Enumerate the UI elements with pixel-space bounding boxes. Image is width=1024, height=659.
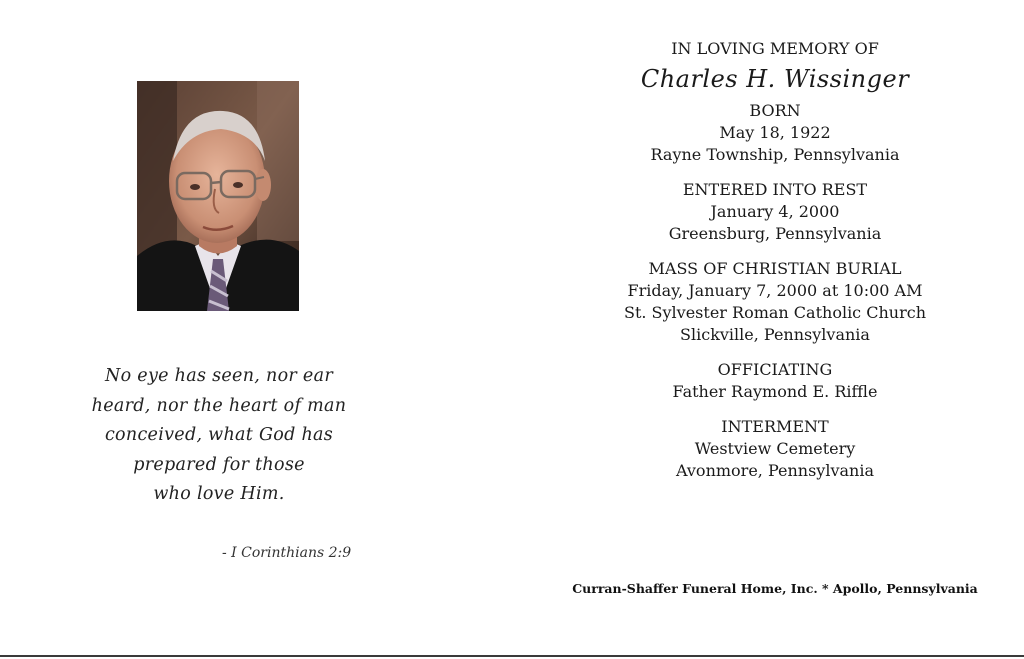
scripture-verse (88, 362, 350, 510)
funeral-home-footer: Curran-Shaffer Funeral Home, Inc. * Apollo, Pennsylvania (572, 581, 978, 596)
interment-heading: INTERMENT (721, 417, 829, 436)
born-heading: BORN (749, 101, 801, 120)
verse-line: No eye has seen, nor ear (104, 366, 333, 386)
rest-heading: ENTERED INTO REST (682, 180, 868, 199)
born-date: May 18, 1922 (719, 123, 831, 142)
mass-datetime: Friday, January 7, 2000 at 10:00 AM (627, 281, 923, 300)
deceased-name: Charles H. Wissinger (640, 65, 910, 93)
mass-heading: MASS OF CHRISTIAN BURIAL (648, 259, 902, 278)
officiating-heading: OFFICIATING (717, 360, 833, 379)
verse-line: who love Him. (153, 484, 285, 504)
verse-line: heard, nor the heart of man (91, 395, 347, 416)
rest-place: Greensburg, Pennsylvania (668, 224, 882, 243)
portrait-photo (137, 81, 299, 311)
verse-line: prepared for those (133, 454, 305, 475)
memorial-details (590, 38, 960, 482)
interment-place: Avonmore, Pennsylvania (675, 461, 874, 480)
rest-date: January 4, 2000 (710, 202, 840, 221)
mass-church: St. Sylvester Roman Catholic Church (623, 303, 926, 322)
born-place: Rayne Township, Pennsylvania (650, 145, 900, 164)
officiant-name: Father Raymond E. Riffle (672, 382, 878, 401)
verse-citation: - I Corinthians 2:9 (222, 545, 352, 561)
verse-line: conceived, what God has (104, 425, 334, 445)
memorial-heading: IN LOVING MEMORY OF (671, 39, 879, 58)
interment-cemetery: Westview Cemetery (694, 439, 856, 458)
mass-place: Slickville, Pennsylvania (680, 325, 870, 344)
bottom-divider (0, 655, 1024, 657)
